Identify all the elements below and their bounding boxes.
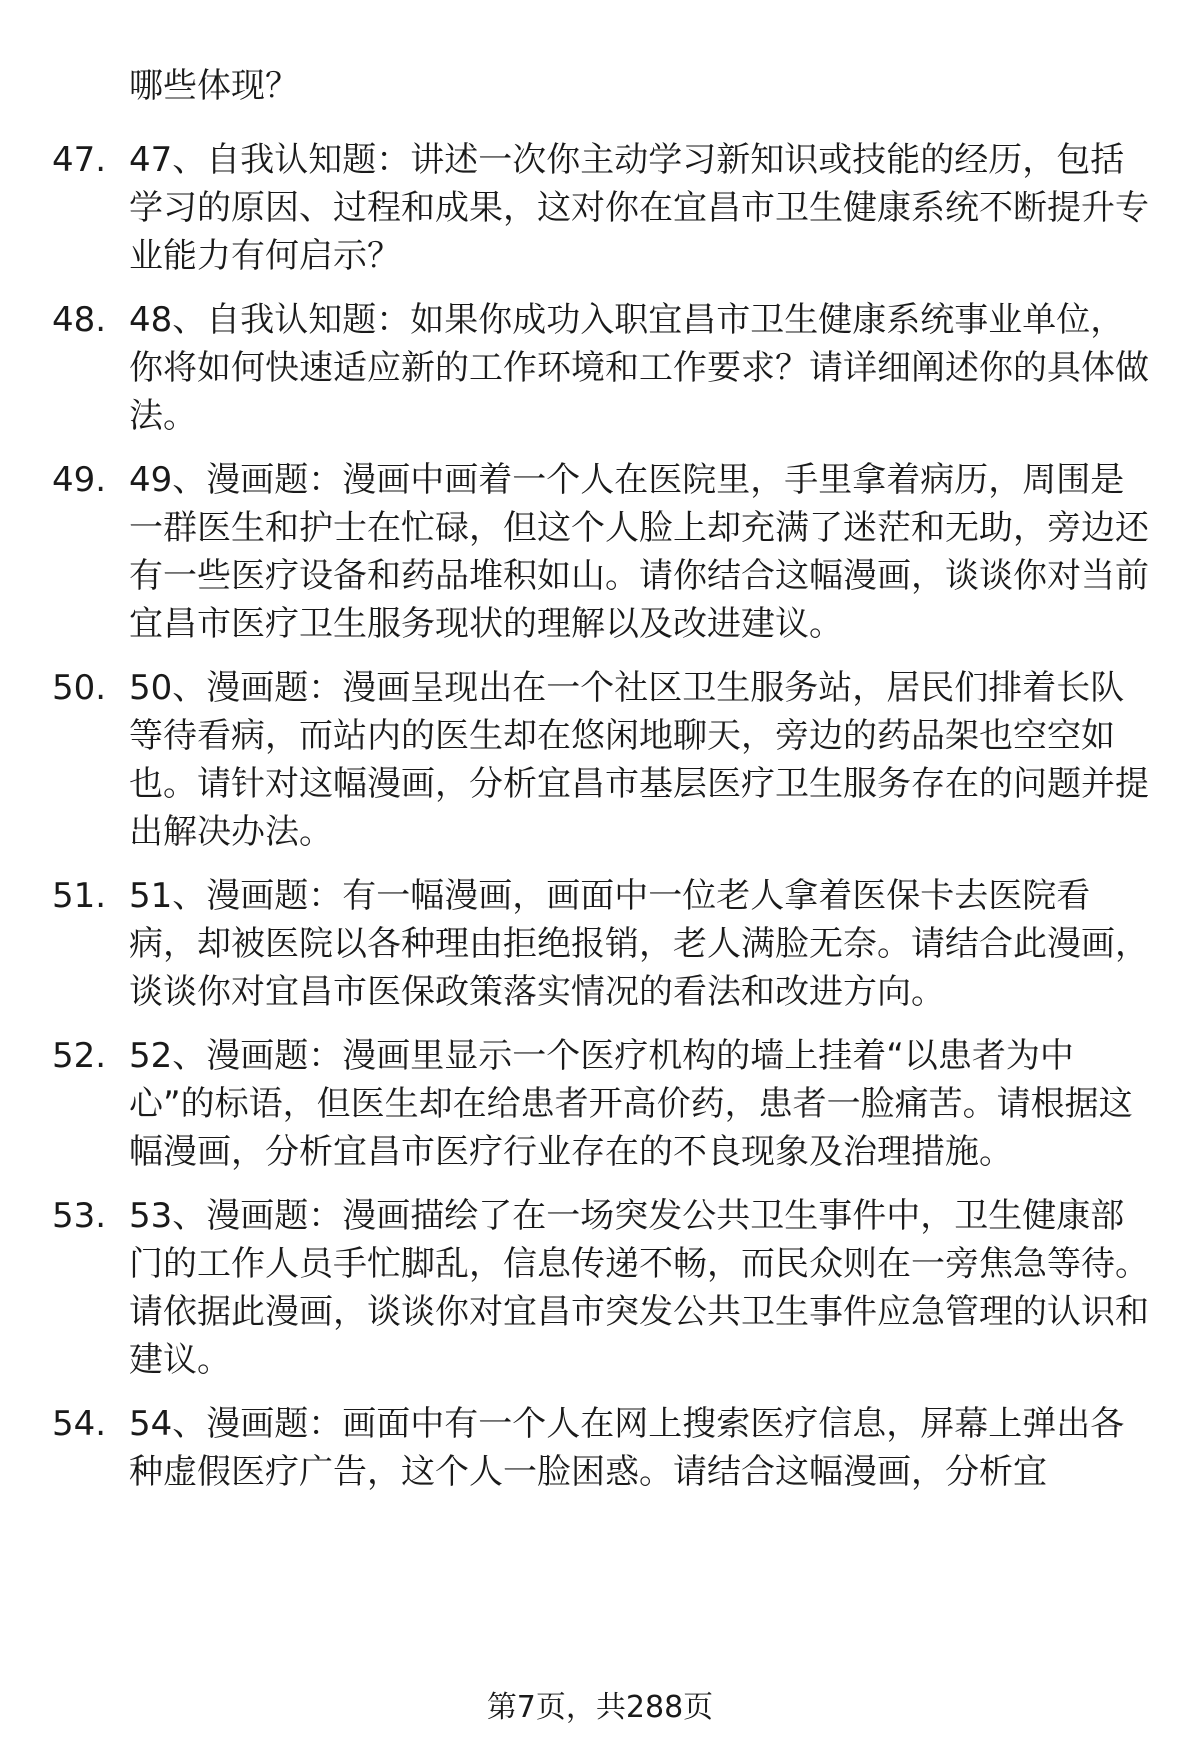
question-text: 52、漫画题：漫画里显示一个医疗机构的墙上挂着“以患者为中心”的标语，但医生却在给患者开高价药，患者一脸痛苦。请根据这幅漫画，分析宜昌市医疗行业存在的不良现象及治理措施。: [129, 1036, 1133, 1172]
question-text: 50、漫画题：漫画呈现出在一个社区卫生服务站，居民们排着长队等待看病，而站内的医生却在悠闲地聊天，旁边的药品架也空空如也。请针对这幅漫画，分析宜昌市基层医疗卫生服务存在的问题并提出解决办法。: [129, 668, 1149, 852]
question-text: 47、自我认知题：讲述一次你主动学习新知识或技能的经历，包括学习的原因、过程和成果，这对你在宜昌市卫生健康系统不断提升专业能力有何启示？: [129, 140, 1149, 276]
question-number: 51.: [52, 876, 107, 916]
question-number: 53.: [52, 1196, 107, 1236]
question-text: 53、漫画题：漫画描绘了在一场突发公共卫生事件中，卫生健康部门的工作人员手忙脚乱，信息传递不畅，而民众则在一旁焦急等待。请依据此漫画，谈谈你对宜昌市突发公共卫生事件应急管理的认识和建议。: [129, 1196, 1149, 1380]
question-number: 52.: [52, 1036, 107, 1076]
page-footer: 第7页，共288页: [486, 1690, 714, 1725]
question-number: 47.: [52, 140, 107, 180]
question-text: 48、自我认知题：如果你成功入职宜昌市卫生健康系统事业单位，你将如何快速适应新的工作环境和工作要求？请详细阐述你的具体做法。: [129, 300, 1149, 436]
question-number: 50.: [52, 668, 107, 708]
question-number: 49.: [52, 460, 107, 500]
question-text: 51、漫画题：有一幅漫画，画面中一位老人拿着医保卡去医院看病，却被医院以各种理由拒绝报销，老人满脸无奈。请结合此漫画，谈谈你对宜昌市医保政策落实情况的看法和改进方向。: [129, 876, 1149, 1012]
question-number: 54.: [52, 1404, 107, 1444]
question-text: 49、漫画题：漫画中画着一个人在医院里，手里拿着病历，周围是一群医生和护士在忙碌，但这个人脸上却充满了迷茫和无助，旁边还有一些医疗设备和药品堆积如山。请你结合这幅漫画，谈谈你对当前宜昌市医疗卫生服务现状的理解以及改进建议。: [129, 460, 1149, 644]
question-number: 48.: [52, 300, 107, 340]
continuation-text: 哪些体现？: [129, 66, 299, 106]
question-text: 54、漫画题：画面中有一个人在网上搜索医疗信息，屏幕上弹出各种虚假医疗广告，这个人一脸困惑。请结合这幅漫画，分析宜: [129, 1404, 1125, 1492]
